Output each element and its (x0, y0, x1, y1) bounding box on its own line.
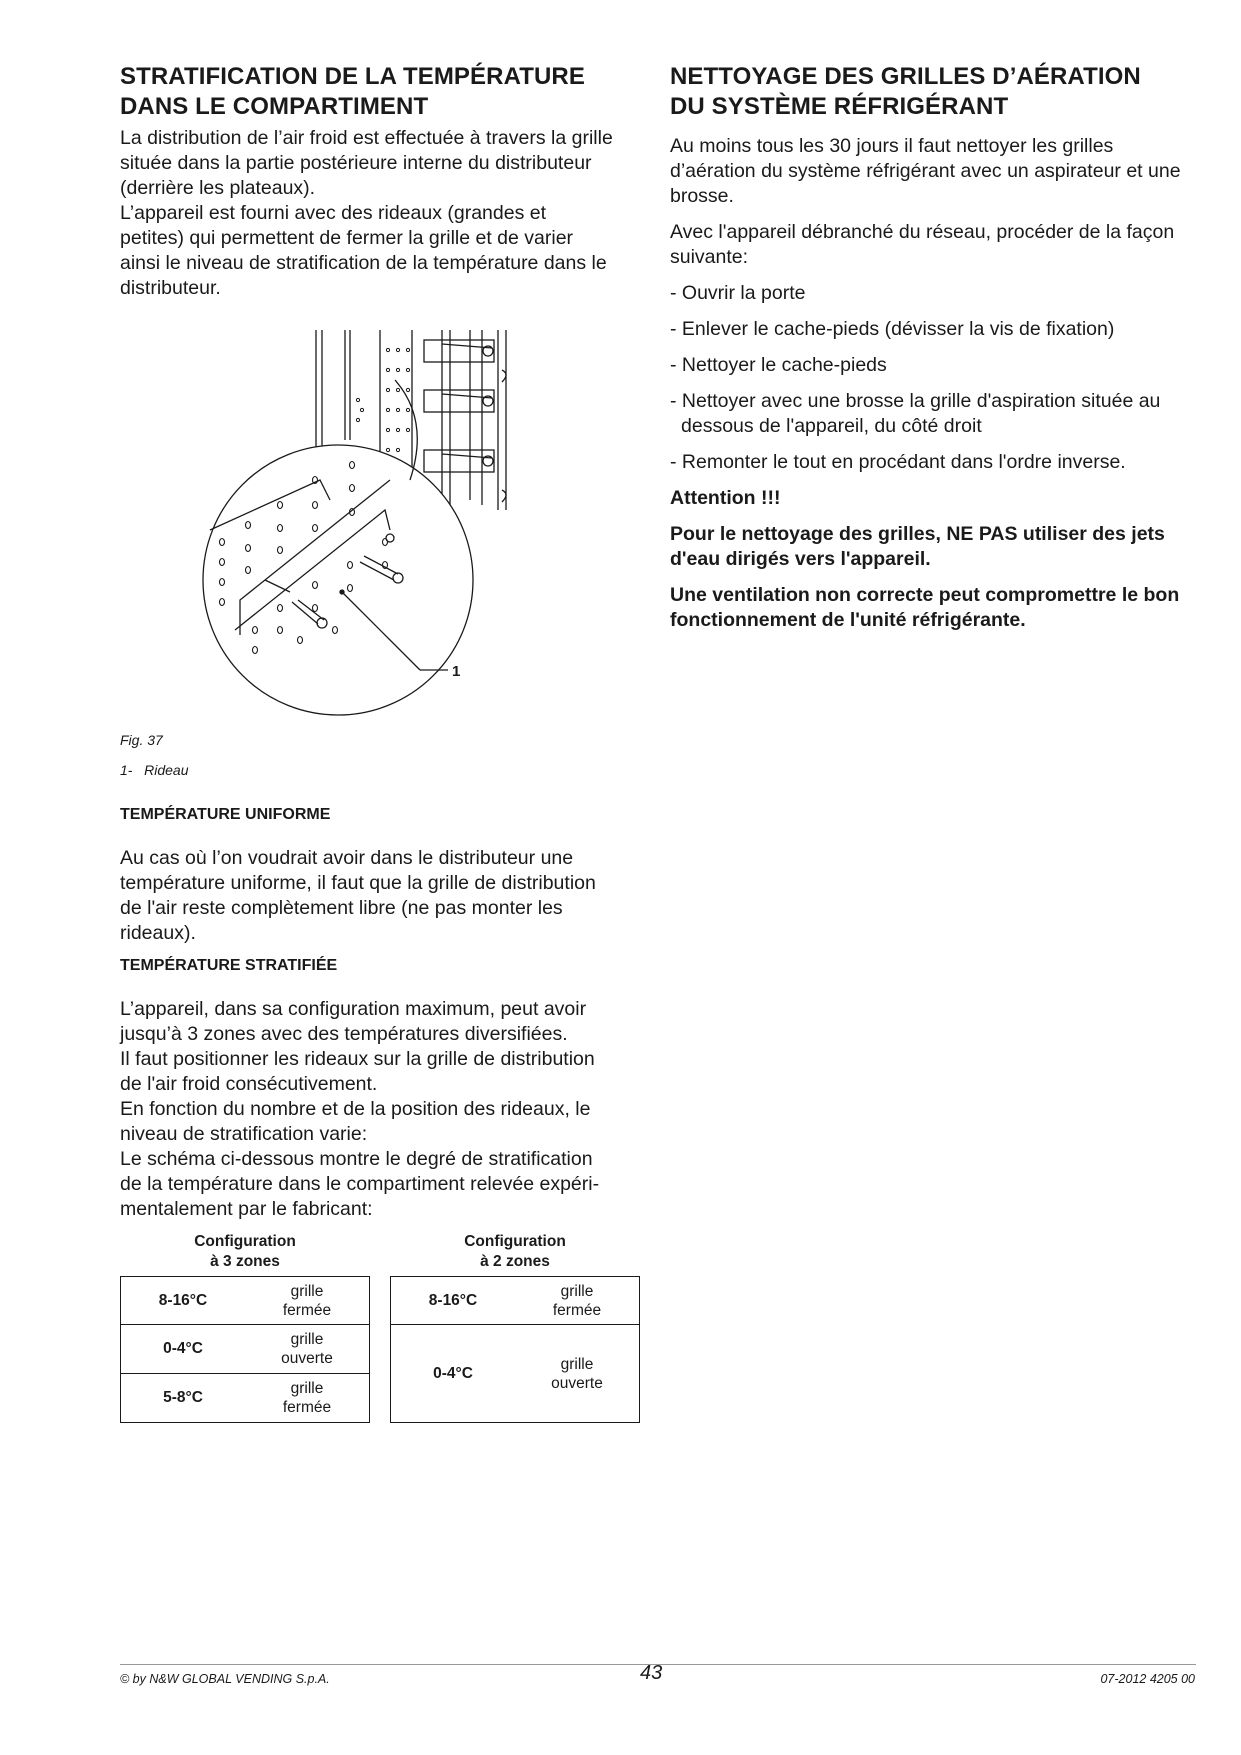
uniform-section (120, 806, 642, 946)
warning-ventilation: Une ventilation non correcte peut compromettre le bon fonctionnement de l'unité réfrigérante. (670, 584, 1180, 631)
zone-table-2 (390, 1232, 640, 1423)
zone-row: 5-8°C grille fermée (163, 1380, 332, 1416)
stratified-section (120, 957, 642, 1222)
uniform-text: Au cas où l’on voudrait avoir dans le distributeur une température uniforme, il faut que la grille de distribution de l'air reste complètement libre (ne pas monter les rideaux). (120, 847, 596, 944)
zone-table-box (390, 1276, 640, 1423)
stratified-text: L’appareil, dans sa configuration maximum, peut avoir jusqu’à 3 zones avec des températures diversifiées. Il faut positionner les rideaux sur la grille de distribution de l'air froid consécutivement. En fonction du nombre et de la position des rideaux, le niveau de stratification varie: Le schéma ci-dessous montre le degré de stratification de la température dans le compartiment relevée expéri- mentalement par le fabricant: (120, 998, 600, 1220)
warning-water: Pour le nettoyage des grilles, NE PAS utiliser des jets d'eau dirigés vers l'appareil. (670, 523, 1165, 570)
step-item: - Enlever le cache-pieds (dévisser la vis de fixation) (670, 318, 1115, 340)
step-item: - Nettoyer avec une brosse la grille d'aspiration située au dessous de l'appareil, du côté droit (670, 390, 1161, 437)
figure-caption-block (120, 732, 188, 778)
curtain-diagram (180, 330, 520, 720)
zone-table-header: Configuration à 2 zones (464, 1233, 566, 1270)
zone-table-3 (120, 1232, 370, 1423)
step-item: - Nettoyer le cache-pieds (670, 354, 887, 376)
stratification-title: STRATIFICATION DE LA TEMPÉRATURE DANS LE COMPARTIMENT (120, 63, 585, 120)
cleaning-intro: Au moins tous les 30 jours il faut nettoyer les grilles d’aération du système réfrigérant avec un aspirateur et une brosse. (670, 135, 1181, 207)
cleaning-title: NETTOYAGE DES GRILLES D’AÉRATION DU SYSTÈME RÉFRIGÉRANT (670, 63, 1141, 120)
zone-row: 8-16°C grille fermée (391, 1277, 639, 1325)
uniform-title: TEMPÉRATURE UNIFORME (120, 806, 331, 823)
step-item: - Remonter le tout en procédant dans l'ordre inverse. (670, 451, 1126, 473)
zone-table-header: Configuration à 3 zones (194, 1233, 296, 1270)
attention-label: Attention !!! (670, 487, 781, 509)
figure-curtain-illustration (180, 330, 520, 720)
zone-table-box (120, 1276, 370, 1423)
cleaning-procedure-intro: Avec l'appareil débranché du réseau, procéder de la façon suivante: (670, 221, 1175, 268)
step-item: - Ouvrir la porte (670, 282, 806, 304)
zone-row: 0-4°C grille ouverte (121, 1325, 369, 1374)
left-column (120, 62, 642, 301)
footer-doc-code: 07-2012 4205 00 (1100, 1672, 1195, 1686)
stratified-title: TEMPÉRATURE STRATIFIÉE (120, 957, 338, 974)
page-number: 43 (640, 1662, 663, 1684)
cleaning-body (670, 134, 1190, 633)
stratification-intro: La distribution de l’air froid est effectuée à travers la grille située dans la partie postérieure interne du distributeur (derrière les plateaux). L’appareil est fourni avec des rideaux (grandes et petites) qui permettent de fermer la grille et de varier ainsi le niveau de stratification de la température dans le distributeur. (120, 127, 613, 299)
zone-row: 8-16°C grille fermée (121, 1277, 369, 1325)
footer-copyright: © by N&W GLOBAL VENDING S.p.A. (120, 1672, 330, 1686)
zone-row: 0-4°C grille ouverte (433, 1355, 603, 1392)
right-column (670, 62, 1190, 644)
callout-number: 1 (452, 663, 461, 680)
figure-caption: Fig. 37 (120, 732, 163, 748)
figure-legend: 1- Rideau (120, 762, 189, 778)
